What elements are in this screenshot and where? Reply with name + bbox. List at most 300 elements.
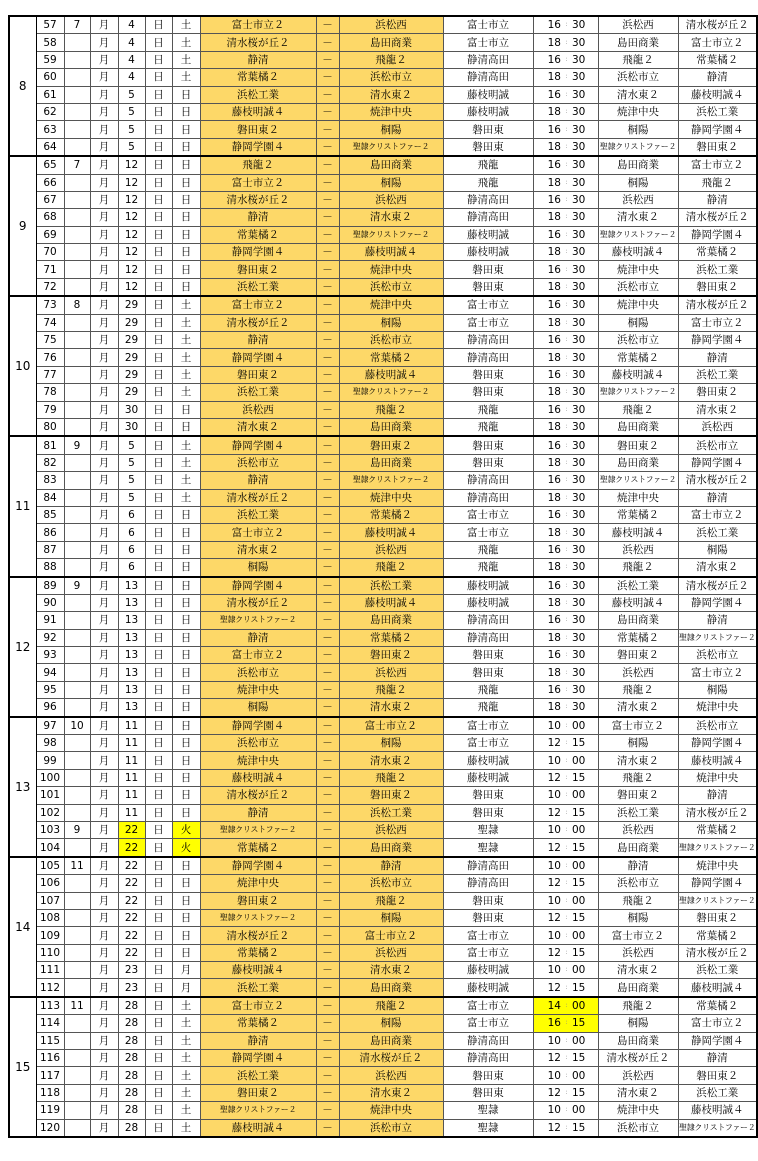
- month-value: [64, 489, 90, 506]
- table-row: [9, 944, 757, 961]
- referee-team-2: 焼津中央: [678, 769, 757, 786]
- home-team: 富士市立２: [200, 16, 316, 34]
- time-separator: :: [563, 1067, 570, 1084]
- weekday: 日: [172, 927, 200, 944]
- day-unit: 日: [145, 418, 172, 436]
- match-number: 61: [36, 86, 64, 103]
- day-value: 4: [118, 34, 145, 51]
- day-unit: 日: [145, 997, 172, 1015]
- table-row: [9, 892, 757, 909]
- weekday: 日: [172, 787, 200, 804]
- away-team: 飛龍２: [339, 997, 443, 1015]
- vs-mark: －: [316, 699, 339, 717]
- month-value: [64, 332, 90, 349]
- away-team: 藤枝明誠４: [339, 594, 443, 611]
- time-separator: :: [563, 594, 570, 611]
- kickoff-hour: 16: [533, 577, 563, 595]
- referee-team-1: 浜松市立: [598, 69, 678, 86]
- referee-team-1: 清水東２: [598, 699, 678, 717]
- kickoff-minute: 15: [570, 769, 598, 786]
- day-value: 11: [118, 717, 145, 735]
- referee-team-2: 磐田東２: [678, 384, 757, 401]
- away-team: 浜松西: [339, 821, 443, 838]
- weekday: 日: [172, 401, 200, 418]
- vs-mark: －: [316, 752, 339, 769]
- month-value: [64, 752, 90, 769]
- kickoff-minute: 30: [570, 16, 598, 34]
- kickoff-minute: 00: [570, 821, 598, 838]
- kickoff-hour: 18: [533, 664, 563, 681]
- day-unit: 日: [145, 349, 172, 366]
- weekday: 日: [172, 944, 200, 961]
- kickoff-hour: 10: [533, 1102, 563, 1119]
- day-value: 28: [118, 1015, 145, 1032]
- month-value: [64, 418, 90, 436]
- venue: 飛龍: [443, 401, 533, 418]
- month-unit: 月: [90, 349, 118, 366]
- table-row: [9, 857, 757, 875]
- referee-team-1: 桐陽: [598, 174, 678, 191]
- kickoff-minute: 30: [570, 472, 598, 489]
- weekday: 火: [172, 839, 200, 857]
- kickoff-hour: 10: [533, 752, 563, 769]
- kickoff-hour: 16: [533, 436, 563, 454]
- time-separator: :: [563, 103, 570, 120]
- match-number: 116: [36, 1050, 64, 1067]
- month-value: 11: [64, 997, 90, 1015]
- referee-team-2: 清水東２: [678, 559, 757, 577]
- day-unit: 日: [145, 436, 172, 454]
- referee-team-2: 富士市立２: [678, 506, 757, 523]
- day-value: 13: [118, 629, 145, 646]
- away-team: 焼津中央: [339, 1102, 443, 1119]
- month-unit: 月: [90, 594, 118, 611]
- venue: 藤枝明誠: [443, 103, 533, 120]
- venue: 飛龍: [443, 156, 533, 174]
- referee-team-2: 静清: [678, 1050, 757, 1067]
- match-number: 86: [36, 524, 64, 541]
- referee-team-1: 浜松市立: [598, 278, 678, 296]
- day-value: 11: [118, 735, 145, 752]
- weekday: 日: [172, 717, 200, 735]
- vs-mark: －: [316, 401, 339, 418]
- referee-team-1: 聖隷クリストファー２: [598, 472, 678, 489]
- referee-team-1: 浜松西: [598, 664, 678, 681]
- time-separator: :: [563, 1032, 570, 1049]
- weekday: 日: [172, 892, 200, 909]
- kickoff-minute: 30: [570, 559, 598, 577]
- weekday: 土: [172, 332, 200, 349]
- kickoff-minute: 30: [570, 629, 598, 646]
- venue: 静清高田: [443, 191, 533, 208]
- away-team: 桐陽: [339, 1015, 443, 1032]
- kickoff-minute: 30: [570, 156, 598, 174]
- schedule-sheet: [8, 15, 758, 1138]
- month-unit: 月: [90, 401, 118, 418]
- table-row: [9, 121, 757, 138]
- month-unit: 月: [90, 226, 118, 243]
- day-value: 5: [118, 86, 145, 103]
- referee-team-1: 桐陽: [598, 314, 678, 331]
- match-number: 75: [36, 332, 64, 349]
- month-unit: 月: [90, 752, 118, 769]
- kickoff-minute: 00: [570, 717, 598, 735]
- time-separator: :: [563, 86, 570, 103]
- referee-team-2: 清水桜が丘２: [678, 804, 757, 821]
- kickoff-hour: 10: [533, 787, 563, 804]
- away-team: 清水東２: [339, 86, 443, 103]
- weekday: 日: [172, 418, 200, 436]
- month-unit: 月: [90, 472, 118, 489]
- away-team: 富士市立２: [339, 717, 443, 735]
- venue: 静清高田: [443, 349, 533, 366]
- kickoff-hour: 18: [533, 594, 563, 611]
- referee-team-2: 浜松工業: [678, 103, 757, 120]
- match-number: 81: [36, 436, 64, 454]
- day-value: 22: [118, 821, 145, 838]
- match-number: 99: [36, 752, 64, 769]
- vs-mark: －: [316, 1084, 339, 1101]
- vs-mark: －: [316, 1119, 339, 1137]
- match-number: 106: [36, 875, 64, 892]
- day-value: 28: [118, 1067, 145, 1084]
- weekday: 日: [172, 594, 200, 611]
- home-team: 静岡学園４: [200, 577, 316, 595]
- table-row: [9, 261, 757, 278]
- day-unit: 日: [145, 1015, 172, 1032]
- referee-team-2: 富士市立２: [678, 314, 757, 331]
- time-separator: :: [563, 839, 570, 857]
- home-team: 聖隷クリストファー２: [200, 612, 316, 629]
- table-row: [9, 278, 757, 296]
- away-team: 清水東２: [339, 962, 443, 979]
- weekday: 日: [172, 681, 200, 698]
- kickoff-hour: 18: [533, 454, 563, 471]
- kickoff-minute: 00: [570, 892, 598, 909]
- day-value: 28: [118, 1119, 145, 1137]
- referee-team-1: 焼津中央: [598, 1102, 678, 1119]
- referee-team-1: 島田商業: [598, 612, 678, 629]
- vs-mark: －: [316, 121, 339, 138]
- kickoff-minute: 30: [570, 69, 598, 86]
- month-value: [64, 138, 90, 156]
- day-unit: 日: [145, 769, 172, 786]
- home-team: 常葉橘２: [200, 69, 316, 86]
- table-row: [9, 735, 757, 752]
- referee-team-1: 島田商業: [598, 418, 678, 436]
- home-team: 静岡学園４: [200, 717, 316, 735]
- kickoff-hour: 10: [533, 1032, 563, 1049]
- venue: 磐田東: [443, 787, 533, 804]
- table-row: [9, 174, 757, 191]
- kickoff-minute: 30: [570, 296, 598, 314]
- month-unit: 月: [90, 244, 118, 261]
- month-value: [64, 226, 90, 243]
- referee-team-2: 藤枝明誠４: [678, 1102, 757, 1119]
- weekday: 土: [172, 1015, 200, 1032]
- match-number: 102: [36, 804, 64, 821]
- month-unit: 月: [90, 997, 118, 1015]
- month-value: [64, 86, 90, 103]
- referee-team-2: 静清: [678, 489, 757, 506]
- vs-mark: －: [316, 209, 339, 226]
- weekday: 日: [172, 664, 200, 681]
- day-value: 13: [118, 612, 145, 629]
- table-row: [9, 86, 757, 103]
- vs-mark: －: [316, 261, 339, 278]
- venue: 飛龍: [443, 559, 533, 577]
- kickoff-minute: 30: [570, 384, 598, 401]
- kickoff-minute: 30: [570, 244, 598, 261]
- vs-mark: －: [316, 787, 339, 804]
- month-value: [64, 69, 90, 86]
- referee-team-2: 静岡学園４: [678, 121, 757, 138]
- kickoff-minute: 00: [570, 1102, 598, 1119]
- kickoff-minute: 30: [570, 51, 598, 68]
- kickoff-minute: 30: [570, 524, 598, 541]
- match-number: 109: [36, 927, 64, 944]
- home-team: 藤枝明誠４: [200, 769, 316, 786]
- away-team: 島田商業: [339, 979, 443, 997]
- vs-mark: －: [316, 69, 339, 86]
- weekday: 土: [172, 314, 200, 331]
- day-value: 4: [118, 51, 145, 68]
- day-unit: 日: [145, 857, 172, 875]
- table-row: [9, 717, 757, 735]
- kickoff-hour: 16: [533, 121, 563, 138]
- time-separator: :: [563, 174, 570, 191]
- kickoff-hour: 16: [533, 156, 563, 174]
- kickoff-minute: 30: [570, 454, 598, 471]
- venue: 藤枝明誠: [443, 577, 533, 595]
- venue: 磐田東: [443, 138, 533, 156]
- match-number: 60: [36, 69, 64, 86]
- away-team: 浜松市立: [339, 69, 443, 86]
- away-team: 磐田東２: [339, 787, 443, 804]
- referee-team-1: 静清: [598, 857, 678, 875]
- kickoff-minute: 30: [570, 681, 598, 698]
- referee-team-1: 富士市立２: [598, 717, 678, 735]
- referee-team-2: 富士市立２: [678, 156, 757, 174]
- month-value: [64, 524, 90, 541]
- vs-mark: －: [316, 103, 339, 120]
- referee-team-2: 静清: [678, 191, 757, 208]
- referee-team-2: 静岡学園４: [678, 735, 757, 752]
- weekday: 月: [172, 962, 200, 979]
- referee-team-1: 浜松西: [598, 16, 678, 34]
- month-value: 9: [64, 821, 90, 838]
- kickoff-minute: 15: [570, 909, 598, 926]
- time-separator: :: [563, 278, 570, 296]
- venue: 藤枝明誠: [443, 244, 533, 261]
- vs-mark: －: [316, 454, 339, 471]
- vs-mark: －: [316, 839, 339, 857]
- kickoff-minute: 30: [570, 174, 598, 191]
- weekday: 土: [172, 997, 200, 1015]
- vs-mark: －: [316, 51, 339, 68]
- table-row: [9, 804, 757, 821]
- home-team: 浜松市立: [200, 454, 316, 471]
- match-number: 92: [36, 629, 64, 646]
- home-team: 静清: [200, 472, 316, 489]
- kickoff-hour: 18: [533, 629, 563, 646]
- day-value: 13: [118, 681, 145, 698]
- kickoff-hour: 18: [533, 349, 563, 366]
- referee-team-1: 焼津中央: [598, 489, 678, 506]
- day-value: 30: [118, 418, 145, 436]
- day-unit: 日: [145, 664, 172, 681]
- referee-team-1: 清水桜が丘２: [598, 1050, 678, 1067]
- day-value: 29: [118, 384, 145, 401]
- table-row: [9, 927, 757, 944]
- table-row: [9, 138, 757, 156]
- month-unit: 月: [90, 541, 118, 558]
- table-row: [9, 979, 757, 997]
- home-team: 富士市立２: [200, 524, 316, 541]
- day-value: 5: [118, 103, 145, 120]
- vs-mark: －: [316, 349, 339, 366]
- month-unit: 月: [90, 875, 118, 892]
- day-value: 22: [118, 839, 145, 857]
- kickoff-hour: 10: [533, 821, 563, 838]
- home-team: 浜松工業: [200, 384, 316, 401]
- away-team: 飛龍２: [339, 559, 443, 577]
- match-number: 71: [36, 261, 64, 278]
- venue: 磐田東: [443, 384, 533, 401]
- venue: 静清高田: [443, 1050, 533, 1067]
- day-unit: 日: [145, 962, 172, 979]
- referee-team-2: 藤枝明誠４: [678, 86, 757, 103]
- away-team: 清水東２: [339, 752, 443, 769]
- away-team: 島田商業: [339, 156, 443, 174]
- home-team: 静岡学園４: [200, 857, 316, 875]
- referee-team-1: 浜松市立: [598, 332, 678, 349]
- referee-team-2: 清水桜が丘２: [678, 944, 757, 961]
- vs-mark: －: [316, 875, 339, 892]
- table-row: [9, 769, 757, 786]
- day-unit: 日: [145, 681, 172, 698]
- table-row: [9, 34, 757, 51]
- kickoff-hour: 12: [533, 1119, 563, 1137]
- month-value: [64, 875, 90, 892]
- weekday: 火: [172, 821, 200, 838]
- time-separator: :: [563, 138, 570, 156]
- away-team: 浜松市立: [339, 332, 443, 349]
- weekday: 日: [172, 647, 200, 664]
- referee-team-2: 浜松市立: [678, 647, 757, 664]
- home-team: 富士市立２: [200, 997, 316, 1015]
- time-separator: :: [563, 962, 570, 979]
- month-value: [64, 401, 90, 418]
- match-number: 64: [36, 138, 64, 156]
- month-value: [64, 787, 90, 804]
- venue: 静清高田: [443, 629, 533, 646]
- time-separator: :: [563, 892, 570, 909]
- day-unit: 日: [145, 524, 172, 541]
- month-value: [64, 1084, 90, 1101]
- month-unit: 月: [90, 839, 118, 857]
- month-unit: 月: [90, 103, 118, 120]
- day-value: 6: [118, 541, 145, 558]
- table-row: [9, 156, 757, 174]
- vs-mark: －: [316, 86, 339, 103]
- away-team: 浜松西: [339, 664, 443, 681]
- day-unit: 日: [145, 103, 172, 120]
- away-team: 清水東２: [339, 209, 443, 226]
- kickoff-hour: 12: [533, 804, 563, 821]
- month-value: [64, 1119, 90, 1137]
- match-number: 70: [36, 244, 64, 261]
- vs-mark: －: [316, 418, 339, 436]
- day-value: 29: [118, 314, 145, 331]
- table-row: [9, 418, 757, 436]
- weekday: 月: [172, 979, 200, 997]
- home-team: 藤枝明誠４: [200, 1119, 316, 1137]
- home-team: 聖隷クリストファー２: [200, 821, 316, 838]
- referee-team-2: 浜松工業: [678, 261, 757, 278]
- venue: 磐田東: [443, 1084, 533, 1101]
- home-team: 静岡学園４: [200, 244, 316, 261]
- match-number: 104: [36, 839, 64, 857]
- day-value: 5: [118, 454, 145, 471]
- vs-mark: －: [316, 1050, 339, 1067]
- time-separator: :: [563, 418, 570, 436]
- table-row: [9, 209, 757, 226]
- away-team: 聖隷クリストファー２: [339, 384, 443, 401]
- venue: 磐田東: [443, 278, 533, 296]
- day-value: 28: [118, 1050, 145, 1067]
- venue: 飛龍: [443, 681, 533, 698]
- home-team: 静岡学園４: [200, 1050, 316, 1067]
- weekday: 日: [172, 804, 200, 821]
- time-separator: :: [563, 244, 570, 261]
- month-value: [64, 121, 90, 138]
- home-team: 常葉橘２: [200, 944, 316, 961]
- day-unit: 日: [145, 296, 172, 314]
- weekday: 土: [172, 384, 200, 401]
- match-number: 111: [36, 962, 64, 979]
- time-separator: :: [563, 489, 570, 506]
- table-row: [9, 1050, 757, 1067]
- referee-team-2: 浜松工業: [678, 524, 757, 541]
- day-unit: 日: [145, 821, 172, 838]
- weekday: 土: [172, 472, 200, 489]
- referee-team-2: 藤枝明誠４: [678, 979, 757, 997]
- referee-team-2: 焼津中央: [678, 699, 757, 717]
- venue: 静清高田: [443, 1032, 533, 1049]
- day-unit: 日: [145, 787, 172, 804]
- weekday: 日: [172, 261, 200, 278]
- referee-team-1: 飛龍２: [598, 681, 678, 698]
- month-value: [64, 664, 90, 681]
- kickoff-minute: 30: [570, 664, 598, 681]
- referee-team-2: 焼津中央: [678, 857, 757, 875]
- round-number: 12: [9, 577, 36, 717]
- venue: 富士市立: [443, 34, 533, 51]
- day-value: 12: [118, 156, 145, 174]
- day-value: 4: [118, 69, 145, 86]
- kickoff-hour: 18: [533, 314, 563, 331]
- time-separator: :: [563, 226, 570, 243]
- day-value: 22: [118, 927, 145, 944]
- referee-team-2: 静岡学園４: [678, 875, 757, 892]
- kickoff-minute: 15: [570, 1084, 598, 1101]
- weekday: 日: [172, 752, 200, 769]
- day-value: 6: [118, 559, 145, 577]
- kickoff-hour: 18: [533, 138, 563, 156]
- month-unit: 月: [90, 418, 118, 436]
- table-row: [9, 787, 757, 804]
